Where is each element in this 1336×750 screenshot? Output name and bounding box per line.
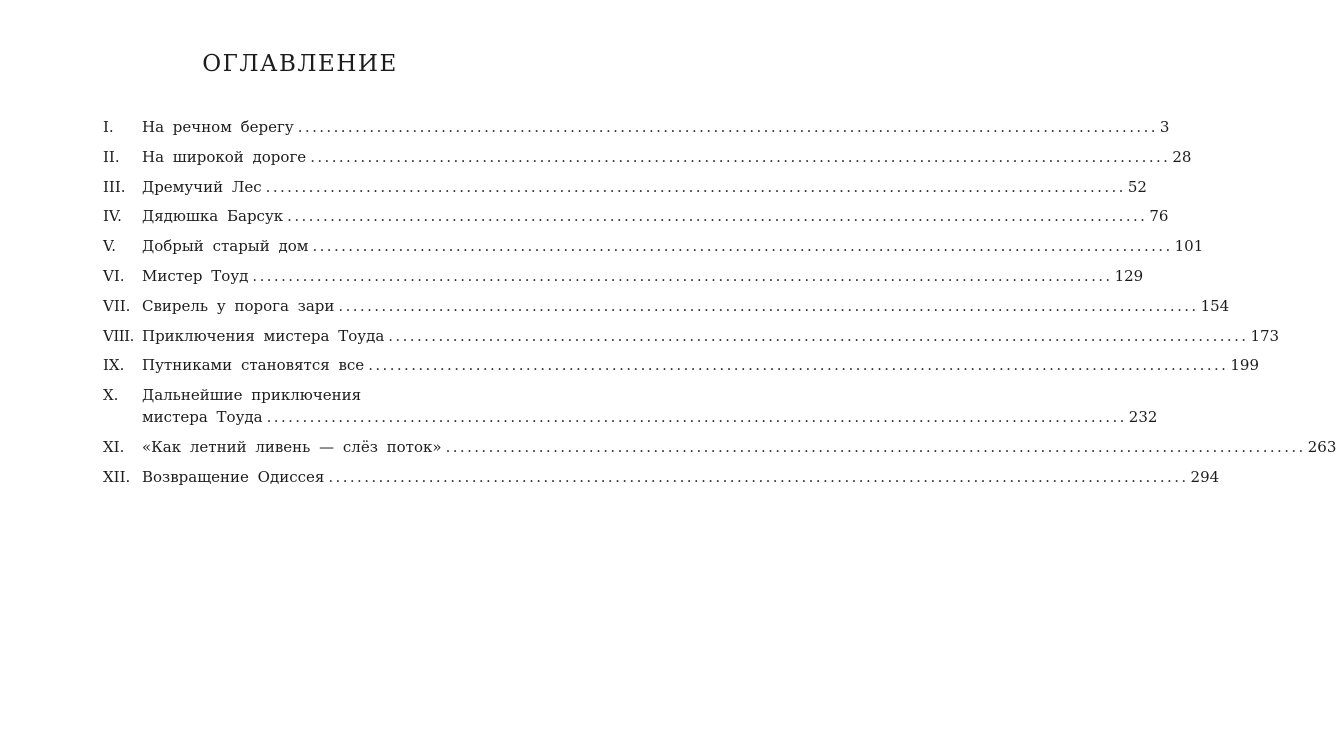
page-title: ОГЛАВЛЕНИЕ bbox=[202, 51, 398, 77]
chapter-number: I. bbox=[103, 118, 114, 136]
chapter-number: II. bbox=[103, 147, 120, 166]
chapter-title: Путниками становятся все bbox=[142, 356, 365, 375]
chapter-title: На речном берегу bbox=[142, 118, 294, 136]
toc-entry[interactable] bbox=[103, 265, 1144, 287]
dot-leader: ........................................................................................................................ bbox=[265, 177, 1126, 196]
toc-entry[interactable] bbox=[103, 176, 1147, 198]
page-number: 101 bbox=[1174, 237, 1204, 256]
page-number: 199 bbox=[1230, 356, 1259, 375]
toc-entry[interactable] bbox=[103, 146, 1192, 168]
dot-leader: ........................................................................................................................ bbox=[266, 408, 1127, 427]
chapter-title: Возвращение Одиссея bbox=[142, 467, 325, 486]
chapter-number: XI. bbox=[103, 437, 125, 456]
page-number: 232 bbox=[1128, 408, 1158, 427]
dot-leader: ........................................................................................................................ bbox=[297, 118, 1158, 136]
dot-leader: ........................................................................................................................ bbox=[252, 266, 1113, 285]
chapter-number: VII. bbox=[103, 296, 131, 315]
chapter-title: Приключения мистера Тоуда bbox=[142, 326, 385, 345]
page-number: 76 bbox=[1149, 207, 1169, 226]
chapter-number: X. bbox=[103, 386, 119, 405]
dot-leader: ........................................................................................................................ bbox=[287, 207, 1148, 226]
chapter-title: Мистер Тоуд bbox=[142, 266, 249, 285]
chapter-title: «Как летний ливень — слёз поток» bbox=[142, 437, 442, 456]
chapter-title: Свирель у порога зари bbox=[142, 296, 335, 315]
toc-entry[interactable] bbox=[103, 466, 1220, 488]
page-number: 129 bbox=[1114, 266, 1144, 285]
chapter-title: Дядюшка Барсук bbox=[142, 207, 284, 226]
toc-entry[interactable] bbox=[103, 116, 1170, 138]
chapter-number: V. bbox=[103, 237, 116, 256]
dot-leader: ........................................................................................................................ bbox=[312, 237, 1173, 256]
dot-leader: ........................................................................................................................ bbox=[388, 326, 1249, 345]
page-number: 173 bbox=[1250, 326, 1280, 345]
chapter-number: IX. bbox=[103, 356, 125, 375]
chapter-title: На широкой дороге bbox=[142, 147, 307, 166]
chapter-number: IV. bbox=[103, 207, 122, 226]
chapter-title: мистера Тоуда bbox=[142, 408, 263, 427]
table-of-contents bbox=[103, 116, 1336, 496]
toc-entry[interactable] bbox=[103, 235, 1204, 257]
chapter-title: Добрый старый дом bbox=[142, 237, 309, 256]
chapter-title-line1: Дальнейшие приключения bbox=[142, 386, 362, 405]
page-number: 263 bbox=[1307, 437, 1336, 456]
toc-entry[interactable] bbox=[103, 436, 1336, 458]
chapter-title: Дремучий Лес bbox=[142, 177, 262, 196]
chapter-number: III. bbox=[103, 177, 126, 196]
chapter-number: VIII. bbox=[103, 326, 134, 345]
page-number: 28 bbox=[1172, 147, 1192, 166]
dot-leader: ........................................................................................................................ bbox=[328, 467, 1189, 486]
dot-leader: ........................................................................................................................ bbox=[368, 356, 1229, 375]
dot-leader: ........................................................................................................................ bbox=[338, 296, 1199, 315]
page-number: 294 bbox=[1190, 467, 1220, 486]
page-number: 52 bbox=[1127, 177, 1147, 196]
toc-entry[interactable] bbox=[103, 295, 1230, 317]
page-number: 154 bbox=[1200, 296, 1230, 315]
toc-entry[interactable] bbox=[103, 384, 1158, 428]
toc-entry[interactable] bbox=[103, 325, 1280, 347]
dot-leader: ........................................................................................................................ bbox=[445, 437, 1306, 456]
chapter-number: XII. bbox=[103, 467, 131, 486]
dot-leader: ........................................................................................................................ bbox=[310, 147, 1171, 166]
toc-entry[interactable] bbox=[103, 205, 1169, 227]
chapter-number: VI. bbox=[103, 266, 125, 285]
page-number: 3 bbox=[1159, 118, 1170, 136]
toc-entry[interactable] bbox=[103, 354, 1259, 376]
